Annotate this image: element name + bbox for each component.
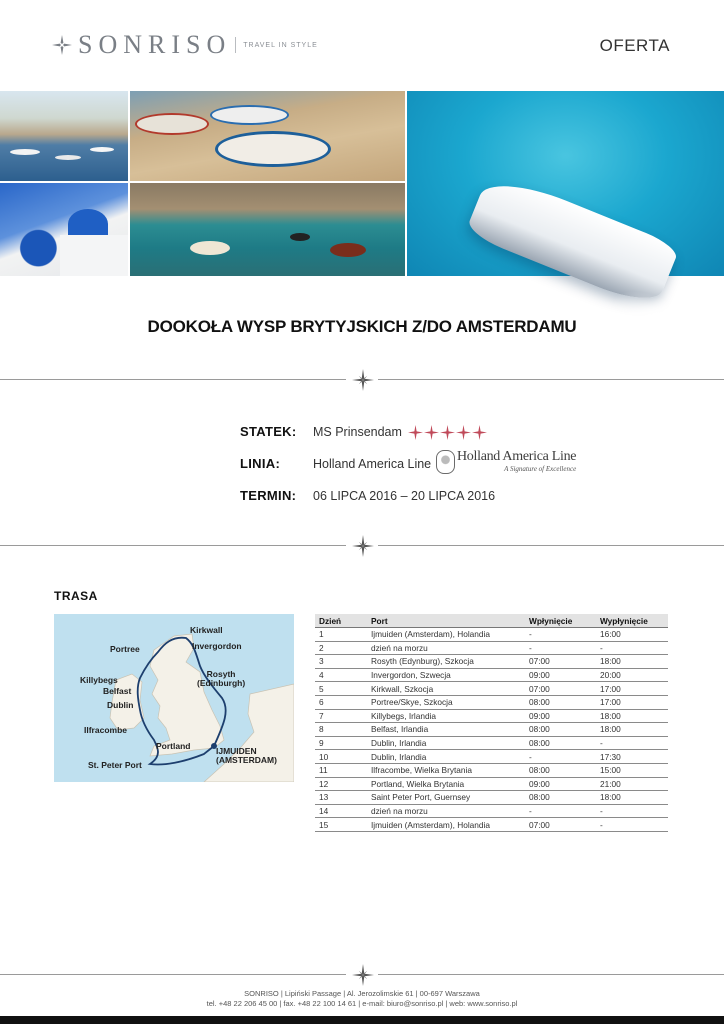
table-cell-departure: 21:00	[596, 777, 668, 791]
table-cell-day: 3	[315, 655, 367, 669]
photo-fishing-boats	[130, 91, 405, 181]
table-row	[315, 804, 668, 818]
table-cell-port: Rosyth (Edynburg), Szkocja	[367, 655, 525, 669]
table-cell-arrival: 09:00	[525, 668, 596, 682]
logo-tagline: TRAVEL IN STYLE	[243, 41, 318, 49]
line-label: LINIA:	[240, 456, 281, 471]
table-cell-port: Ijmuiden (Amsterdam), Holandia	[367, 628, 525, 642]
footer-divider	[0, 965, 724, 985]
table-cell-day: 7	[315, 709, 367, 723]
table-header-row	[315, 614, 668, 628]
table-row	[315, 777, 668, 791]
section-divider	[0, 536, 724, 556]
table-row	[315, 628, 668, 642]
table-cell-arrival: 08:00	[525, 736, 596, 750]
table-cell-arrival: 08:00	[525, 723, 596, 737]
table-cell-arrival: 09:00	[525, 709, 596, 723]
map-label-portree: Portree	[110, 644, 140, 654]
logo-separator	[235, 37, 236, 53]
table-cell-day: 12	[315, 777, 367, 791]
table-cell-port: Belfast, Irlandia	[367, 723, 525, 737]
dates-value: 06 LIPCA 2016 – 20 LIPCA 2016	[313, 489, 496, 503]
table-row	[315, 641, 668, 655]
hal-logo-name: Holland America Line	[457, 449, 577, 464]
hal-emblem-icon	[436, 450, 455, 474]
column-header-day: Dzień	[315, 614, 367, 628]
table-row	[315, 695, 668, 709]
table-row	[315, 763, 668, 777]
table-cell-departure: 15:00	[596, 763, 668, 777]
table-cell-departure: 16:00	[596, 628, 668, 642]
table-cell-port: Kirkwall, Szkocja	[367, 682, 525, 696]
table-row	[315, 818, 668, 832]
sonriso-logo	[52, 30, 318, 60]
hal-logo-tagline: A Signature of Excellence	[504, 465, 577, 473]
table-cell-arrival: -	[525, 641, 596, 655]
page-label: OFERTA	[599, 36, 670, 55]
table-cell-port: dzień na morzu	[367, 804, 525, 818]
dates-label: TERMIN:	[240, 488, 297, 503]
table-cell-port: dzień na morzu	[367, 641, 525, 655]
ship-rating	[408, 425, 488, 440]
ship-value: MS Prinsendam	[313, 425, 402, 439]
table-cell-port: Portland, Wielka Brytania	[367, 777, 525, 791]
table-cell-day: 9	[315, 736, 367, 750]
table-cell-day: 13	[315, 791, 367, 805]
footer-address: SONRISO | Lipiński Passage | Al. Jerozolimskie 61 | 00-697 Warszawa	[244, 989, 480, 998]
star-icon	[408, 425, 423, 440]
table-cell-port: Ijmuiden (Amsterdam), Holandia	[367, 818, 525, 832]
star-icon	[424, 425, 439, 440]
route-map	[54, 614, 294, 782]
itinerary-table	[315, 614, 668, 832]
holland-america-logo	[436, 450, 576, 474]
map-label-ijmuiden-name: IJMUIDEN	[216, 746, 257, 756]
table-cell-day: 1	[315, 628, 367, 642]
bottom-bar	[0, 1016, 724, 1024]
table-row	[315, 655, 668, 669]
table-cell-departure: 18:00	[596, 655, 668, 669]
table-row	[315, 709, 668, 723]
footer	[0, 989, 724, 1009]
map-label-rosyth-name: Rosyth	[206, 669, 236, 679]
table-cell-arrival: 09:00	[525, 777, 596, 791]
photo-harbour-town	[0, 91, 128, 181]
table-cell-departure: 17:00	[596, 682, 668, 696]
map-label-invergordon: Invergordon	[192, 641, 242, 651]
map-label-ijmuiden-sub: (AMSTERDAM)	[216, 755, 277, 765]
map-label-killybegs: Killybegs	[80, 675, 118, 685]
table-row	[315, 668, 668, 682]
table-cell-day: 5	[315, 682, 367, 696]
table-cell-departure: 18:00	[596, 791, 668, 805]
table-cell-departure: 18:00	[596, 723, 668, 737]
table-cell-arrival: -	[525, 804, 596, 818]
compass-star-icon	[352, 535, 374, 557]
table-cell-departure: 17:30	[596, 750, 668, 764]
table-row	[315, 791, 668, 805]
table-cell-port: Ilfracombe, Wielka Brytania	[367, 763, 525, 777]
table-row	[315, 750, 668, 764]
table-cell-day: 14	[315, 804, 367, 818]
table-cell-departure: 17:00	[596, 695, 668, 709]
table-cell-port: Invergordon, Szwecja	[367, 668, 525, 682]
photo-venice-canal	[130, 183, 405, 276]
star-icon	[456, 425, 471, 440]
table-row	[315, 723, 668, 737]
page-title: DOOKOŁA WYSP BRYTYJSKICH Z/DO AMSTERDAMU	[147, 317, 577, 336]
table-cell-arrival: 07:00	[525, 818, 596, 832]
photo-collage	[0, 91, 724, 276]
table-row	[315, 682, 668, 696]
table-cell-port: Portree/Skye, Szkocja	[367, 695, 525, 709]
map-label-portland: Portland	[156, 741, 191, 751]
compass-star-icon	[352, 964, 374, 986]
table-cell-day: 10	[315, 750, 367, 764]
map-label-ijmuiden	[216, 747, 277, 765]
table-cell-arrival: 08:00	[525, 791, 596, 805]
map-label-ilfracombe: Ilfracombe	[84, 725, 127, 735]
table-cell-day: 2	[315, 641, 367, 655]
table-cell-arrival: -	[525, 628, 596, 642]
table-row	[315, 736, 668, 750]
table-cell-departure: -	[596, 641, 668, 655]
map-label-belfast: Belfast	[103, 686, 132, 696]
table-cell-arrival: 08:00	[525, 763, 596, 777]
map-label-rosyth	[197, 670, 245, 688]
table-cell-arrival: -	[525, 750, 596, 764]
table-cell-day: 11	[315, 763, 367, 777]
table-cell-port: Killybegs, Irlandia	[367, 709, 525, 723]
star-icon	[472, 425, 487, 440]
table-cell-departure: -	[596, 804, 668, 818]
star-icon	[440, 425, 455, 440]
compass-star-icon	[52, 35, 72, 55]
table-cell-port: Dublin, Irlandia	[367, 750, 525, 764]
table-cell-departure: 20:00	[596, 668, 668, 682]
table-cell-arrival: 07:00	[525, 655, 596, 669]
photo-santorini	[0, 183, 128, 276]
map-label-rosyth-sub: (Edinburgh)	[197, 678, 246, 688]
column-header-port: Port	[367, 614, 525, 628]
column-header-departure: Wypłynięcie	[596, 614, 668, 628]
table-cell-day: 15	[315, 818, 367, 832]
map-label-dublin: Dublin	[107, 700, 134, 710]
table-cell-port: Saint Peter Port, Guernsey	[367, 791, 525, 805]
table-cell-day: 8	[315, 723, 367, 737]
table-cell-departure: -	[596, 818, 668, 832]
table-cell-port: Dublin, Irlandia	[367, 736, 525, 750]
route-section-title: TRASA	[54, 589, 98, 603]
table-cell-day: 4	[315, 668, 367, 682]
logo-wordmark: SONRISO	[78, 30, 232, 59]
map-label-kirkwall: Kirkwall	[190, 625, 223, 635]
table-cell-departure: -	[596, 736, 668, 750]
table-cell-arrival: 08:00	[525, 695, 596, 709]
section-divider	[0, 370, 724, 390]
line-value: Holland America Line	[313, 457, 432, 471]
ship-label: STATEK:	[240, 424, 297, 439]
table-cell-arrival: 07:00	[525, 682, 596, 696]
table-cell-day: 6	[315, 695, 367, 709]
table-cell-departure: 18:00	[596, 709, 668, 723]
footer-contact: tel. +48 22 206 45 00 | fax. +48 22 100 14 61 | e-mail: biuro@sonriso.pl | web: www.sonriso.pl	[206, 999, 518, 1008]
map-label-st-peter-port: St. Peter Port	[88, 760, 142, 770]
compass-star-icon	[352, 369, 374, 391]
column-header-arrival: Wpłynięcie	[525, 614, 596, 628]
